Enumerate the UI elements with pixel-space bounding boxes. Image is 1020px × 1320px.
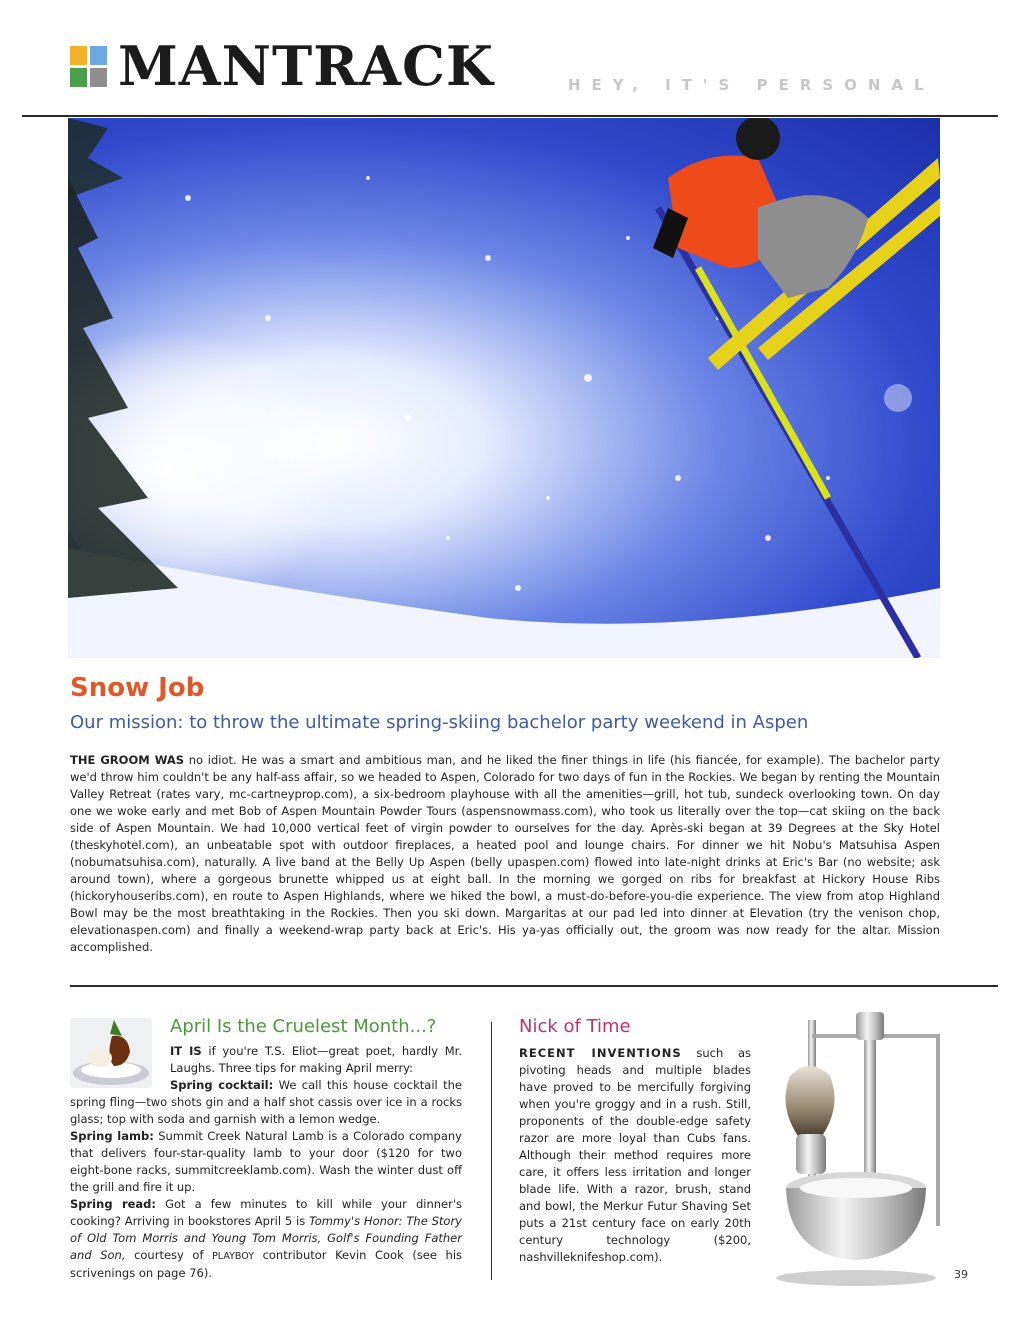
section-logo: MANTRACK (118, 34, 494, 98)
column-divider (491, 1022, 492, 1280)
article-body (70, 752, 940, 956)
section-tagline: HEY, IT'S PERSONAL (568, 76, 935, 94)
section-rule (70, 985, 998, 987)
article-deck: Our mission: to throw the ultimate spring-skiing bachelor party weekend in Aspen (70, 712, 809, 733)
nick-body-text: such as pivoting heads and multiple blades have proved to be mercifully forgiving when you're groggy and in a rush. Still, proponents of the double-edge safety razor are more loyal than Cubs fans. Although their method requires more care, it offers less irritation and longer blade life. With a razor, brush, stand and bowl, the Merkur Futur Shaving Set puts a 21st century face on early 20th century technology ($200, nashvilleknifeshop.com). (519, 1046, 751, 1264)
nick-title: Nick of Time (519, 1016, 631, 1037)
header-rule (22, 115, 998, 117)
article-headline: Snow Job (70, 673, 205, 703)
book-title: Tommy's Honor: The Story of Old Tom Morris and Young Tom Morris, Golf's Founding Father and Son, (70, 1214, 462, 1262)
skier-photo (68, 118, 940, 658)
lamb-text: Summit Creek Natural Lamb is a Colorado company that delivers four-star-quality lamb to your door ($120 for two eight-bone racks, summitcreeklamb.com). Wash the winter dust off the grill and fire it up. (70, 1129, 462, 1194)
page-number: 39 (954, 1268, 968, 1281)
april-title: April Is the Cruelest Month...? (170, 1016, 437, 1037)
shaving-set-photo (770, 996, 948, 1288)
april-lead-in: IT IS (170, 1044, 202, 1058)
read-label: Spring read: (70, 1197, 157, 1211)
read-text-1: Got a few minutes to kill while your dinner's cooking? Arriving in bookstores April 5 is (70, 1197, 462, 1228)
nick-body (519, 1045, 751, 1266)
read-text-3: contributor Kevin Cook (see his scrivenings on page 76). (70, 1248, 463, 1280)
lamb-label: Spring lamb: (70, 1129, 154, 1143)
read-text-2: courtesy of (125, 1248, 213, 1262)
article-lead-in: THE GROOM WAS (70, 753, 185, 767)
playboy-label: PLAYBOY (212, 1251, 254, 1262)
cocktail-label: Spring cocktail: (170, 1078, 274, 1092)
article-body-text: no idiot. He was a smart and ambitious man, and he liked the finer things in life (his fiancée, for example). The bachelor party we'd throw him couldn't be any half-ass affair, so we headed to Aspen, Colorado for two days of fun in the Rockies. We began by renting the Mountain Valley Retreat (rates vary, mc-cartneyprop.com), a six-bedroom playhouse with all the amenities—grill, hot tub, sundeck overlooking town. On day one we woke early and met Bob of Aspen Mountain Powder Tours (aspensnowmass.com), who took us literally over the top—cat skiing on the back side of Aspen Mountain. We had 10,000 vertical feet of virgin powder to ourselves for the day. Après-ski began at 39 Degrees at the Sky Hotel (theskyhotel.com), an unbeatable spot with outdoor fireplaces, a heated pool and lounge chairs. For dinner we hit Nobu's Matsuhisa Aspen (nobumatsuhisa.com), naturally. A live band at the Belly Up Aspen (belly upaspen.com) flowed into late-night drinks at Eric's Bar (no website; ask around town), where a gorgeous brunette whipped us at eight ball. In the morning we gorged on ribs for breakfast at Hickory House Ribs (hickoryhouseribs.com), en route to Aspen Highlands, where we hiked the bowl, a must-do-before-you-die experience. The view from atop Highland Bowl may be the most breathtaking in the Rockies. Then you ski down. Margaritas at our pad led into dinner at Elevation (try the venison chop, elevationaspen.com) and finally a weekend-wrap party back at Eric's. His ya-yas officially out, the groom was now ready for the altar. Mission accomplished. (70, 753, 940, 954)
april-intro: if you're T.S. Eliot—great poet, hardly Mr. Laughs. Three tips for making April merry: (170, 1044, 462, 1075)
april-body (70, 1043, 462, 1282)
nick-lead-in: RECENT INVENTIONS (519, 1046, 682, 1060)
image-spacer (70, 1043, 170, 1093)
logo-squares-icon (70, 46, 108, 88)
cocktail-text: We call this house cocktail the spring fling—two shots gin and a half shot cassis over ice in a rocks glass; top with soda and garnish with a lemon wedge. (70, 1078, 462, 1126)
